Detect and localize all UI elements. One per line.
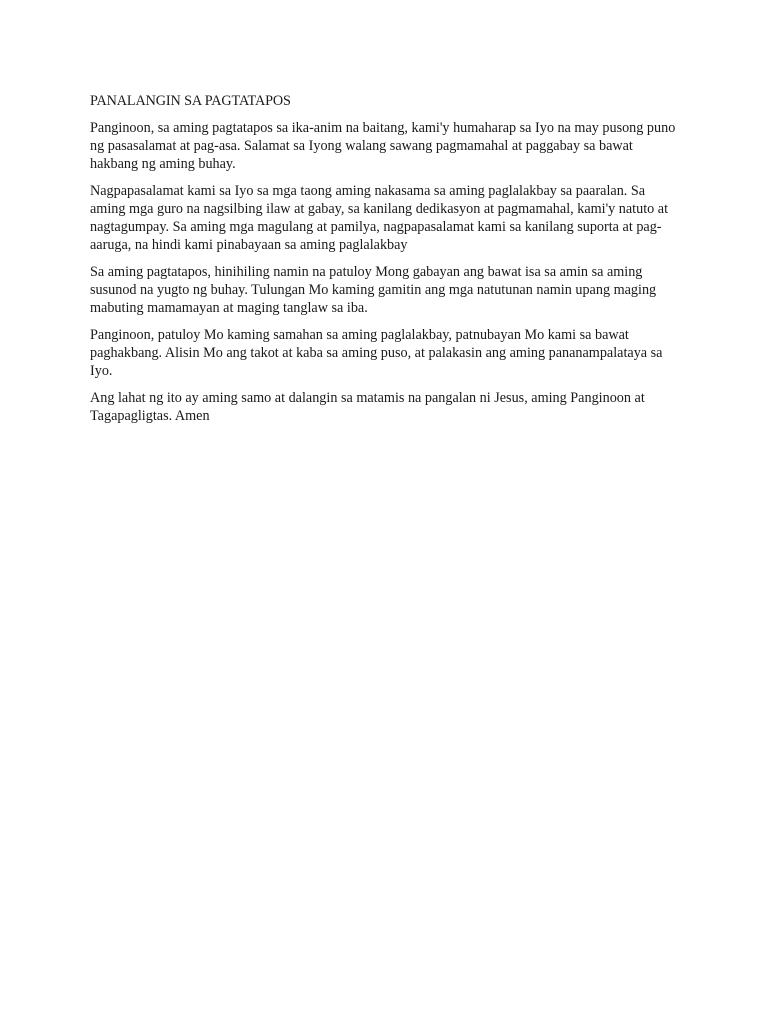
paragraph-1: Panginoon, sa aming pagtatapos sa ika-anim na baitang, kami'y humaharap sa Iyo na may pusong puno ng pasasalamat at pag-asa. Salamat sa Iyong walang sawang pagmamahal at paggabay sa bawat hakbang ng aming buhay. (90, 120, 676, 172)
paragraph-5: Ang lahat ng ito ay aming samo at dalangin sa matamis na pangalan ni Jesus, aming Panginoon at Tagapagligtas. Amen (90, 390, 645, 424)
paragraph-3: Sa aming pagtatapos, hinihiling namin na patuloy Mong gabayan ang bawat isa sa amin sa aming susunod na yugto ng buhay. Tulungan Mo kaming gamitin ang mga natutunan namin upang maging mabuting mamamayan at maging tanglaw sa iba. (90, 264, 657, 316)
paragraph-4: Panginoon, patuloy Mo kaming samahan sa aming paglalakbay, patnubayan Mo kami sa bawat paghakbang. Alisin Mo ang takot at kaba sa aming puso, at palakasin ang aming pananampalataya sa Iyo. (90, 327, 663, 379)
paragraph-2: Nagpapasalamat kami sa Iyo sa mga taong aming nakasama sa aming paglalakbay sa paaralan. Sa aming mga guro na nagsilbing ilaw at gabay, sa kanilang dedikasyon at pagmamahal, kami'y natuto at nagtagumpay. Sa aming mga magulang at pamilya, nagpapasalamat kami sa kanilang suporta at pag-aaruga, na hindi kami pinabayaan sa aming paglalakbay (90, 183, 669, 253)
document-body (90, 92, 680, 434)
document-title: PANALANGIN SA PAGTATAPOS (90, 93, 291, 109)
